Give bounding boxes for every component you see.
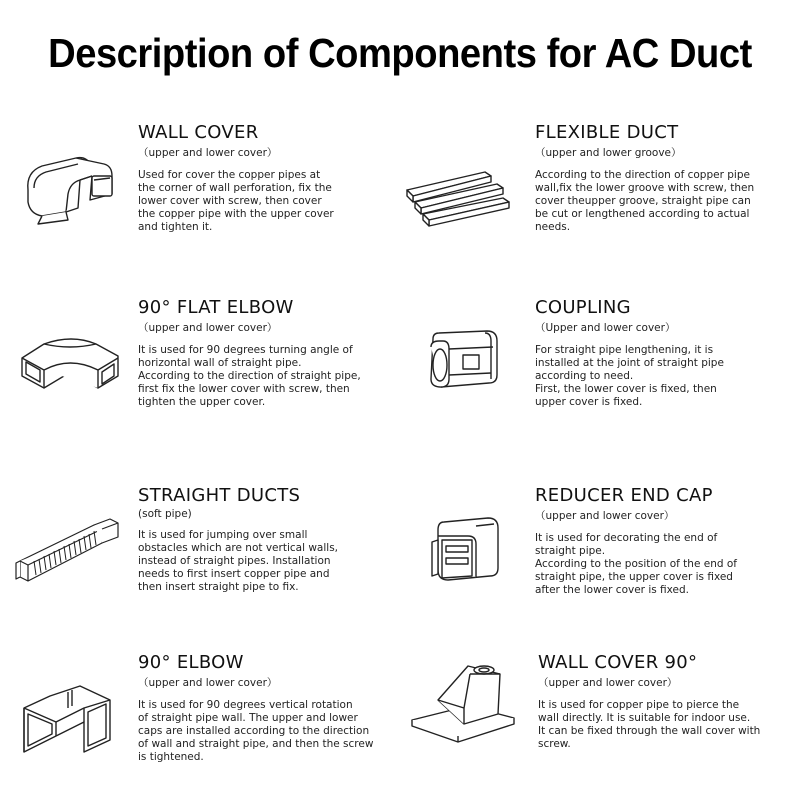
component-name: REDUCER END CAP xyxy=(535,485,713,506)
component-description: According to the direction of copper pipe wall,fix the lower groove with screw, then cover theupper groove, straight pipe can be cut or lengthened according to actual needs. xyxy=(535,169,755,233)
wall-cover-icon xyxy=(20,150,115,230)
component-subtitle: （upper and lower cover） xyxy=(538,677,678,689)
straight-duct-icon xyxy=(14,515,124,590)
component-wall-cover xyxy=(138,122,398,234)
component-straight-ducts xyxy=(138,485,398,594)
component-name: FLEXIBLE DUCT xyxy=(535,122,679,143)
component-coupling xyxy=(535,297,795,409)
component-description: For straight pipe lengthening, it is installed at the joint of straight pipe according to need. First, the lower cover is fixed, then upper cover is fixed. xyxy=(535,344,724,408)
component-description: It is used for 90 degrees turning angle of horizontal wall of straight pipe. According to the direction of straight pipe, first fix the lower cover with screw, then tighten the upper cover. xyxy=(138,344,361,408)
component-wall-cover-90 xyxy=(538,652,798,751)
component-subtitle: （upper and lower cover） xyxy=(138,677,278,689)
component-name: 90° ELBOW xyxy=(138,652,244,673)
component-subtitle: （upper and lower cover） xyxy=(535,510,675,522)
component-description: It is used for 90 degrees vertical rotation of straight pipe wall. The upper and lower caps are installed according to the direction of wall and straight pipe, and then the screw is tightened. xyxy=(138,699,374,763)
flexible-duct-icon xyxy=(403,160,513,230)
component-name: 90° FLAT ELBOW xyxy=(138,297,294,318)
elbow-icon xyxy=(20,680,120,760)
component-subtitle: （upper and lower cover） xyxy=(138,322,278,334)
component-name: COUPLING xyxy=(535,297,631,318)
component-subtitle: (soft pipe) xyxy=(138,508,192,520)
component-subtitle: （upper and lower groove） xyxy=(535,147,682,159)
component-description: It is used for decorating the end of straight pipe. According to the position of the end of straight pipe, the upper cover is fixed after the lower cover is fixed. xyxy=(535,532,737,596)
component-reducer-end-cap xyxy=(535,485,795,597)
component-description: It is used for jumping over small obstacles which are not vertical walls, instead of straight pipes. Installation needs to first insert copper pipe and then insert straight pipe to fix. xyxy=(138,529,338,593)
coupling-icon xyxy=(423,325,505,395)
component-name: STRAIGHT DUCTS xyxy=(138,485,301,506)
component-name: WALL COVER 90° xyxy=(538,652,698,673)
reducer-end-cap-icon xyxy=(428,512,508,592)
component-flexible-duct xyxy=(535,122,795,234)
component-description: Used for cover the copper pipes at the corner of wall perforation, fix the lower cover with screw, then cover the copper pipe with the upper cover and tighten it. xyxy=(138,169,334,233)
page-title: Description of Components for AC Duct xyxy=(48,30,752,76)
flat-elbow-icon xyxy=(18,330,128,400)
component-subtitle: （Upper and lower cover） xyxy=(535,322,676,334)
component-subtitle: （upper and lower cover） xyxy=(138,147,278,159)
wall-cover-90-icon xyxy=(408,660,518,750)
component-flat-elbow xyxy=(138,297,398,409)
component-name: WALL COVER xyxy=(138,122,259,143)
component-elbow xyxy=(138,652,398,764)
component-description: It is used for copper pipe to pierce the wall directly. It is suitable for indoor use. It can be fixed through the wall cover with screw. xyxy=(538,699,761,750)
